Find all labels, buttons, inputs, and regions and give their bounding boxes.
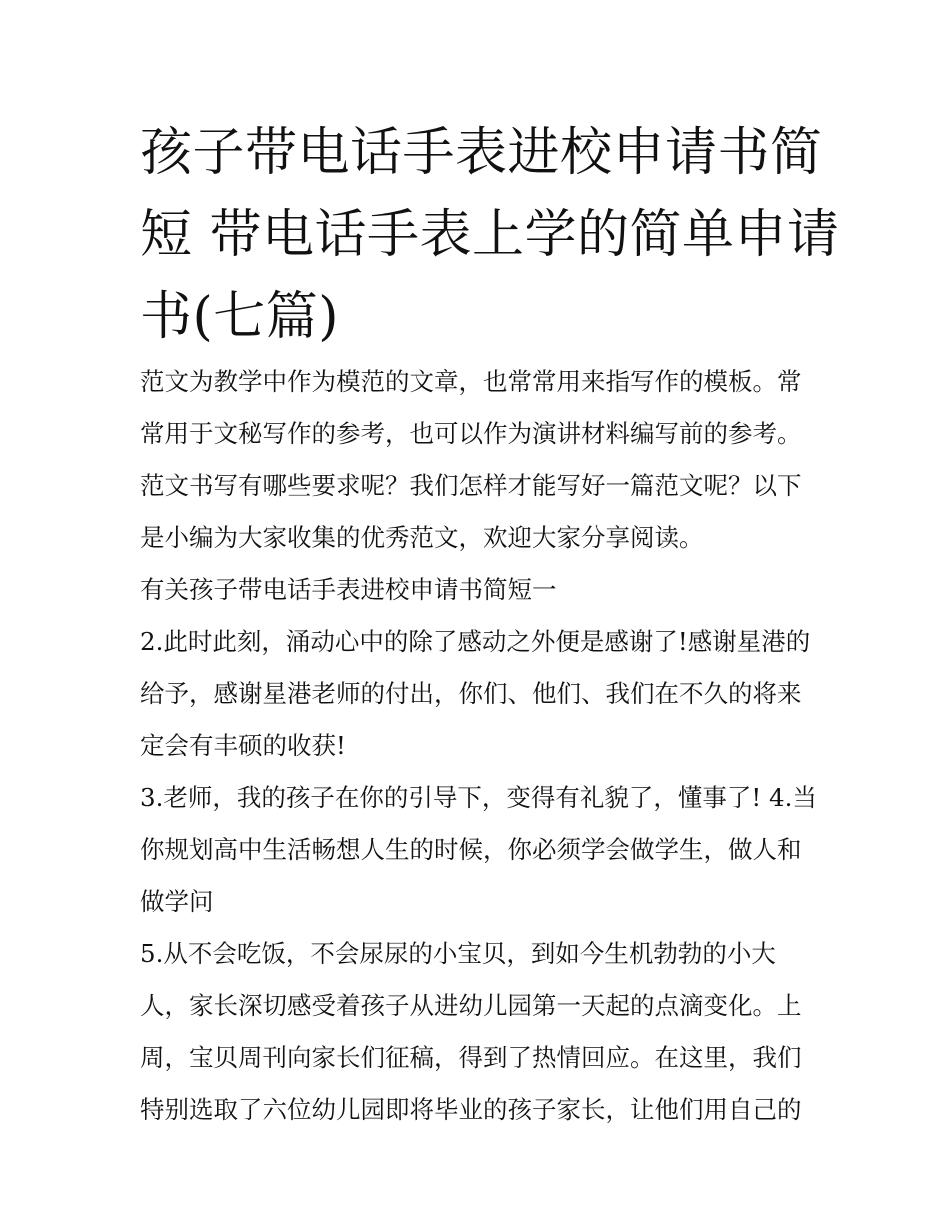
document-title xyxy=(140,112,840,358)
paragraph-line: 3.老师，我的孩子在你的引导下，变得有礼貌了，懂事了! 4.当 xyxy=(140,783,817,812)
title-line: 孩子带电话手表进校申请书简 xyxy=(140,123,823,183)
paragraph-line: 人，家长深切感受着孩子从进幼儿园第一天起的点滴变化。上 xyxy=(140,991,802,1020)
title-line: 书(七篇) xyxy=(140,287,340,347)
intro-line: 常用于文秘写作的参考，也可以作为演讲材料编写前的参考。 xyxy=(140,419,802,448)
paragraph-line: 你规划高中生活畅想人生的时候，你必须学会做学生，做人和 xyxy=(140,835,802,864)
paragraph-line: 定会有丰硕的收获! xyxy=(140,731,346,760)
intro-line: 范文书写有哪些要求呢？我们怎样才能写好一篇范文呢？以下 xyxy=(140,471,802,500)
section-heading: 有关孩子带电话手表进校申请书简短一 xyxy=(140,575,557,604)
intro-line: 是小编为大家收集的优秀范文，欢迎大家分享阅读。 xyxy=(140,523,704,552)
paragraph-line: 5.从不会吃饭，不会尿尿的小宝贝，到如今生机勃勃的小大 xyxy=(140,939,776,968)
paragraph-line: 特别选取了六位幼儿园即将毕业的孩子家长，让他们用自己的 xyxy=(140,1095,802,1124)
title-line: 短 带电话手表上学的简单申请 xyxy=(140,205,840,265)
intro-line: 范文为教学中作为模范的文章，也常常用来指写作的模板。常 xyxy=(140,367,802,396)
paragraph-line: 给予，感谢星港老师的付出，你们、他们、我们在不久的将来 xyxy=(140,679,802,708)
paragraph-line: 2.此时此刻，涌动心中的除了感动之外便是感谢了!感谢星港的 xyxy=(140,627,811,656)
document-body xyxy=(140,356,820,1136)
paragraph-line: 周，宝贝周刊向家长们征稿，得到了热情回应。在这里，我们 xyxy=(140,1043,802,1072)
paragraph-line: 做学问 xyxy=(140,887,214,916)
